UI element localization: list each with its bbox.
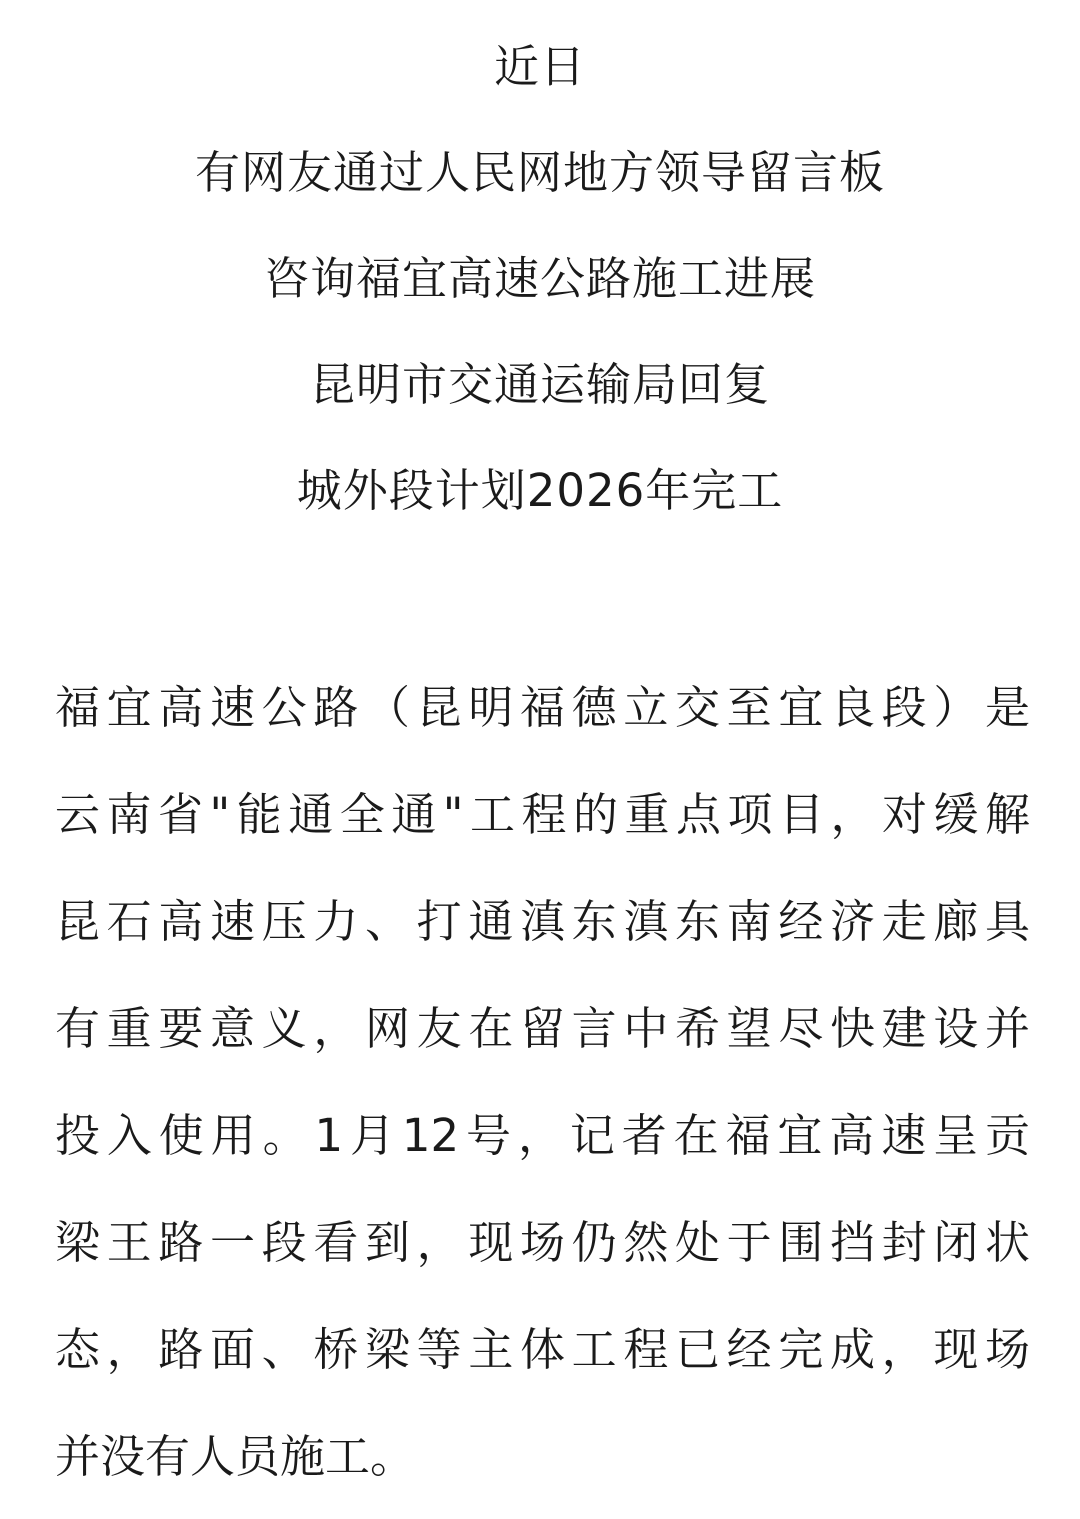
- headline-line: 近日: [493, 40, 586, 93]
- body-line: 昆石高速压力、打通滇东滇东南经济走廊具: [55, 895, 1030, 948]
- body-line: 投入使用。1月12号，记者在福宜高速呈贡: [55, 1109, 1030, 1162]
- headline-line: 咨询福宜高速公路施工进展: [263, 252, 816, 305]
- headline-line: 城外段计划2026年完工: [296, 464, 784, 517]
- headline-block: [0, 14, 1080, 544]
- body-line: 云南省"能通全通"工程的重点项目，对缓解: [55, 788, 1030, 841]
- headline-line: 有网友通过人民网地方领导留言板: [194, 146, 885, 199]
- headline-line: 昆明市交通运输局回复: [309, 358, 770, 411]
- body-line: 梁王路一段看到，现场仍然处于围挡封闭状: [55, 1216, 1030, 1269]
- body-paragraph: [55, 654, 1030, 1510]
- body-line: 有重要意义，网友在留言中希望尽快建设并: [55, 1002, 1030, 1055]
- body-line: 福宜高速公路（昆明福德立交至宜良段）是: [55, 681, 1030, 734]
- body-line: 并没有人员施工。: [55, 1430, 416, 1483]
- body-line: 态，路面、桥梁等主体工程已经完成，现场: [55, 1323, 1030, 1376]
